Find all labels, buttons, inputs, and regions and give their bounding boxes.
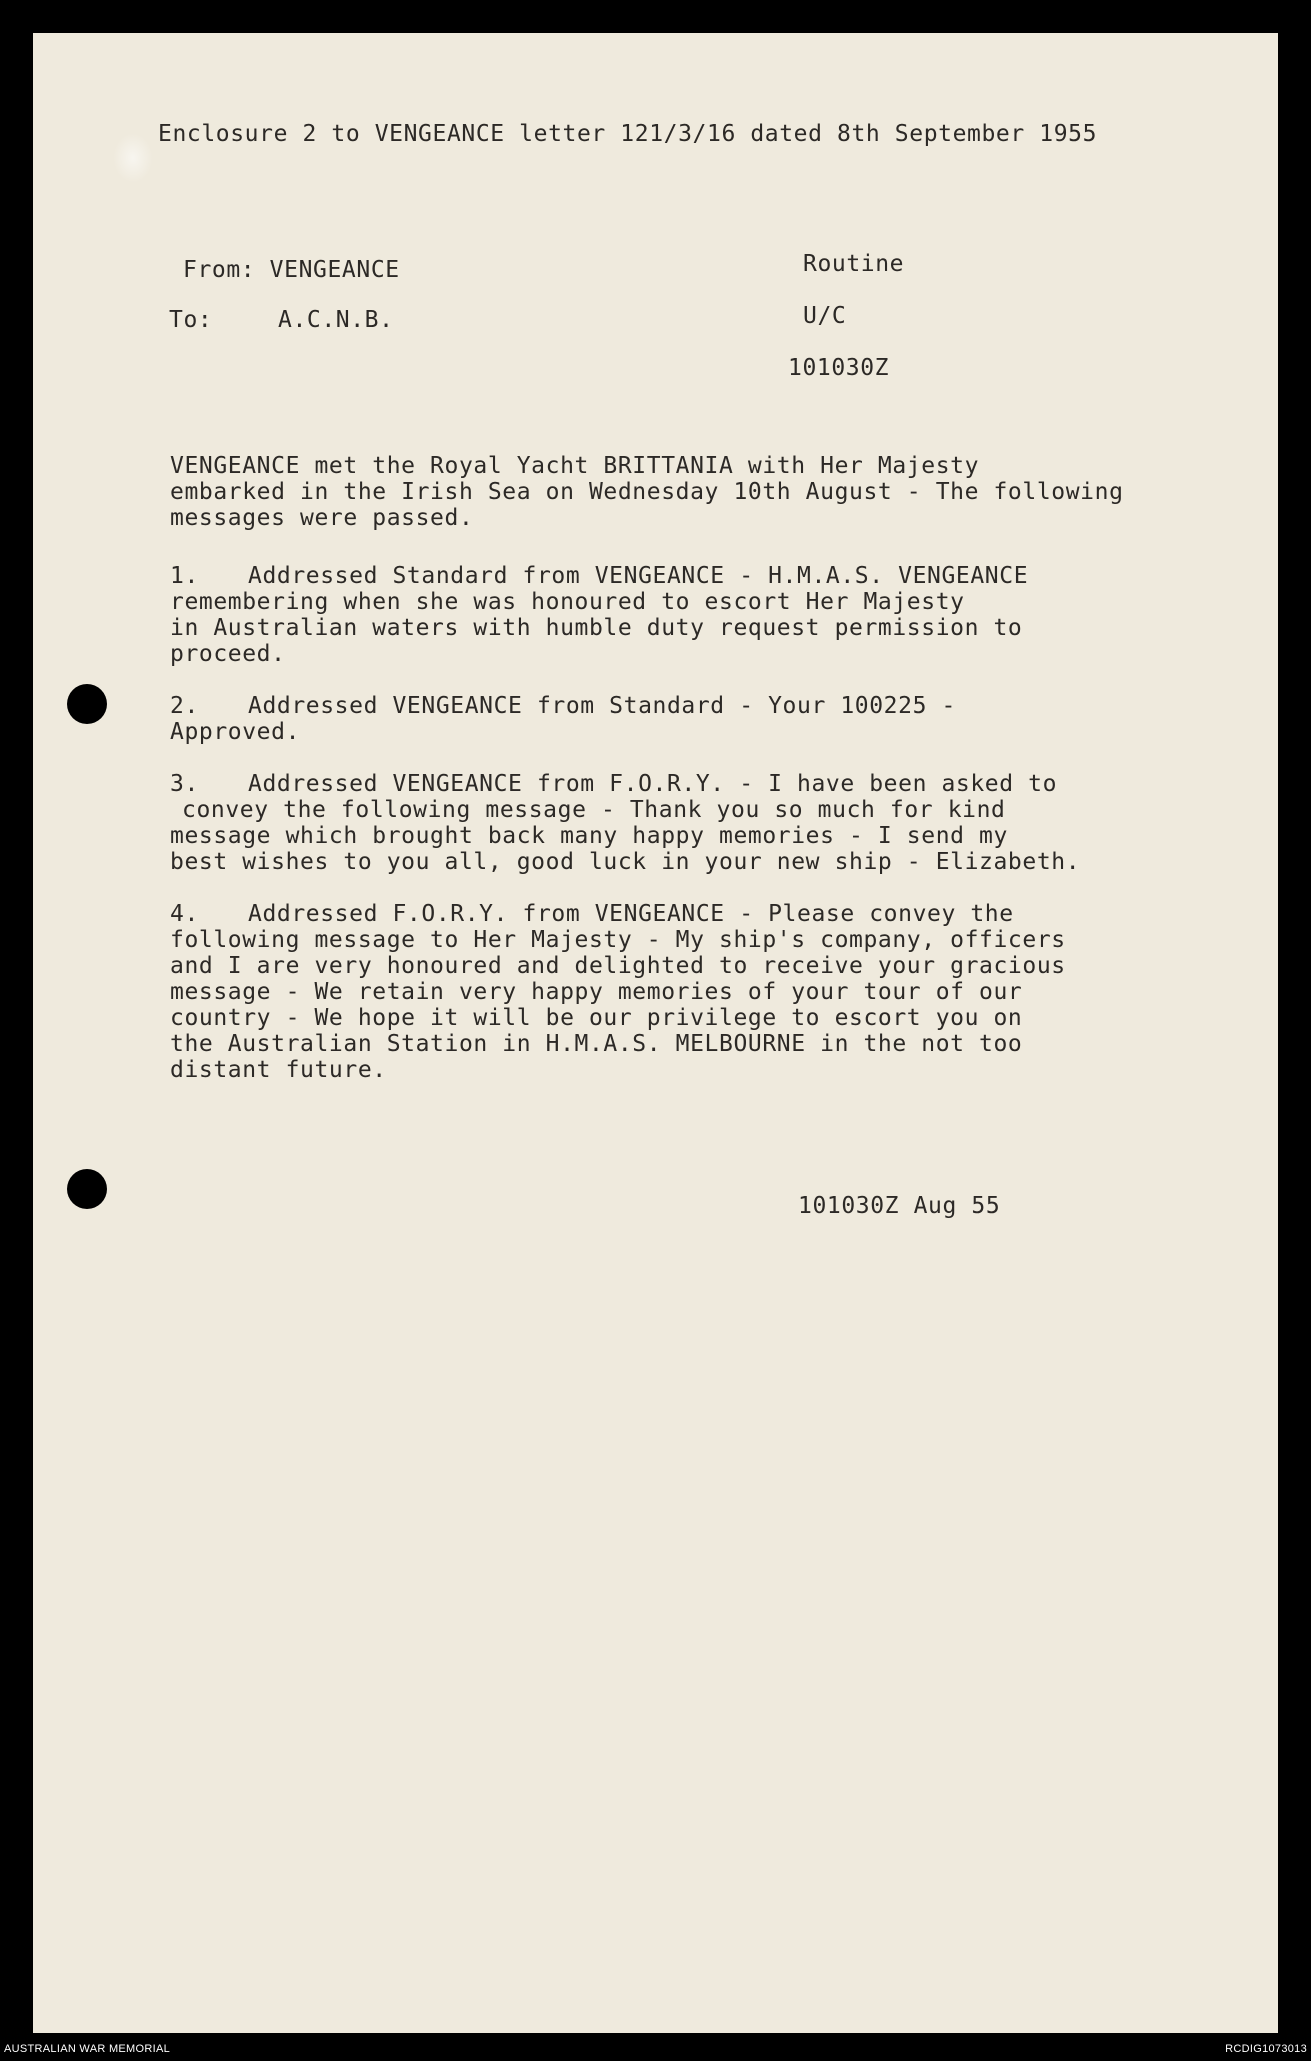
footer-archive-label: AUSTRALIAN WAR MEMORIAL xyxy=(4,2043,171,2055)
message-4-line-1: Addressed F.O.R.Y. from VENGEANCE - Please convey the xyxy=(248,901,1014,927)
message-1-line-2: remembering when she was honoured to escort Her Majesty xyxy=(170,589,965,615)
message-1-line-3: in Australian waters with humble duty request permission to xyxy=(170,615,1023,641)
priority-label: Routine xyxy=(803,251,905,277)
from-line: From: VENGEANCE xyxy=(183,257,400,283)
message-3-line-4: best wishes to you all, good luck in your new ship - Elizabeth. xyxy=(170,849,1081,875)
message-3-line-3: message which brought back many happy memories - I send my xyxy=(170,823,1008,849)
date-time-group: 101030Z xyxy=(788,355,890,381)
message-1-line-4: proceed. xyxy=(170,641,286,667)
message-1-line-1: Addressed Standard from VENGEANCE - H.M.A.S. VENGEANCE xyxy=(248,563,1029,589)
message-2-line-1: Addressed VENGEANCE from Standard - Your 100225 - xyxy=(248,693,956,719)
document-page xyxy=(33,33,1278,2033)
message-1-number: 1. xyxy=(170,563,199,589)
paper-damage-mark xyxy=(113,133,153,183)
message-3-line-1: Addressed VENGEANCE from F.O.R.Y. - I have been asked to xyxy=(248,771,1058,797)
footer-record-id: RCDIG1073013 xyxy=(1225,2043,1307,2055)
message-3-line-2: convey the following message - Thank you so much for kind xyxy=(182,797,1006,823)
punch-hole-bottom xyxy=(67,1169,107,1209)
closing-date-time-group: 101030Z Aug 55 xyxy=(798,1193,1001,1219)
to-label: To: xyxy=(169,307,213,333)
message-3-number: 3. xyxy=(170,771,199,797)
enclosure-header: Enclosure 2 to VENGEANCE letter 121/3/16 dated 8th September 1955 xyxy=(158,121,1098,147)
message-4-number: 4. xyxy=(170,901,199,927)
intro-line-1: VENGEANCE met the Royal Yacht BRITTANIA with Her Majesty xyxy=(170,453,980,479)
message-4-line-2: following message to Her Majesty - My ship's company, officers xyxy=(170,927,1066,953)
to-value: A.C.N.B. xyxy=(278,307,394,333)
message-4-line-5: country - We hope it will be our privilege to escort you on xyxy=(170,1005,1023,1031)
message-4-line-4: message - We retain very happy memories of your tour of our xyxy=(170,979,1023,1005)
punch-hole-top xyxy=(67,684,107,724)
classification-label: U/C xyxy=(803,303,847,329)
message-4-line-6: the Australian Station in H.M.A.S. MELBOURNE in the not too xyxy=(170,1031,1023,1057)
intro-line-2: embarked in the Irish Sea on Wednesday 10th August - The following xyxy=(170,479,1124,505)
intro-line-3: messages were passed. xyxy=(170,505,474,531)
message-4-line-3: and I are very honoured and delighted to receive your gracious xyxy=(170,953,1066,979)
message-4-line-7: distant future. xyxy=(170,1057,387,1083)
message-2-line-2: Approved. xyxy=(170,719,301,745)
message-2-number: 2. xyxy=(170,693,199,719)
